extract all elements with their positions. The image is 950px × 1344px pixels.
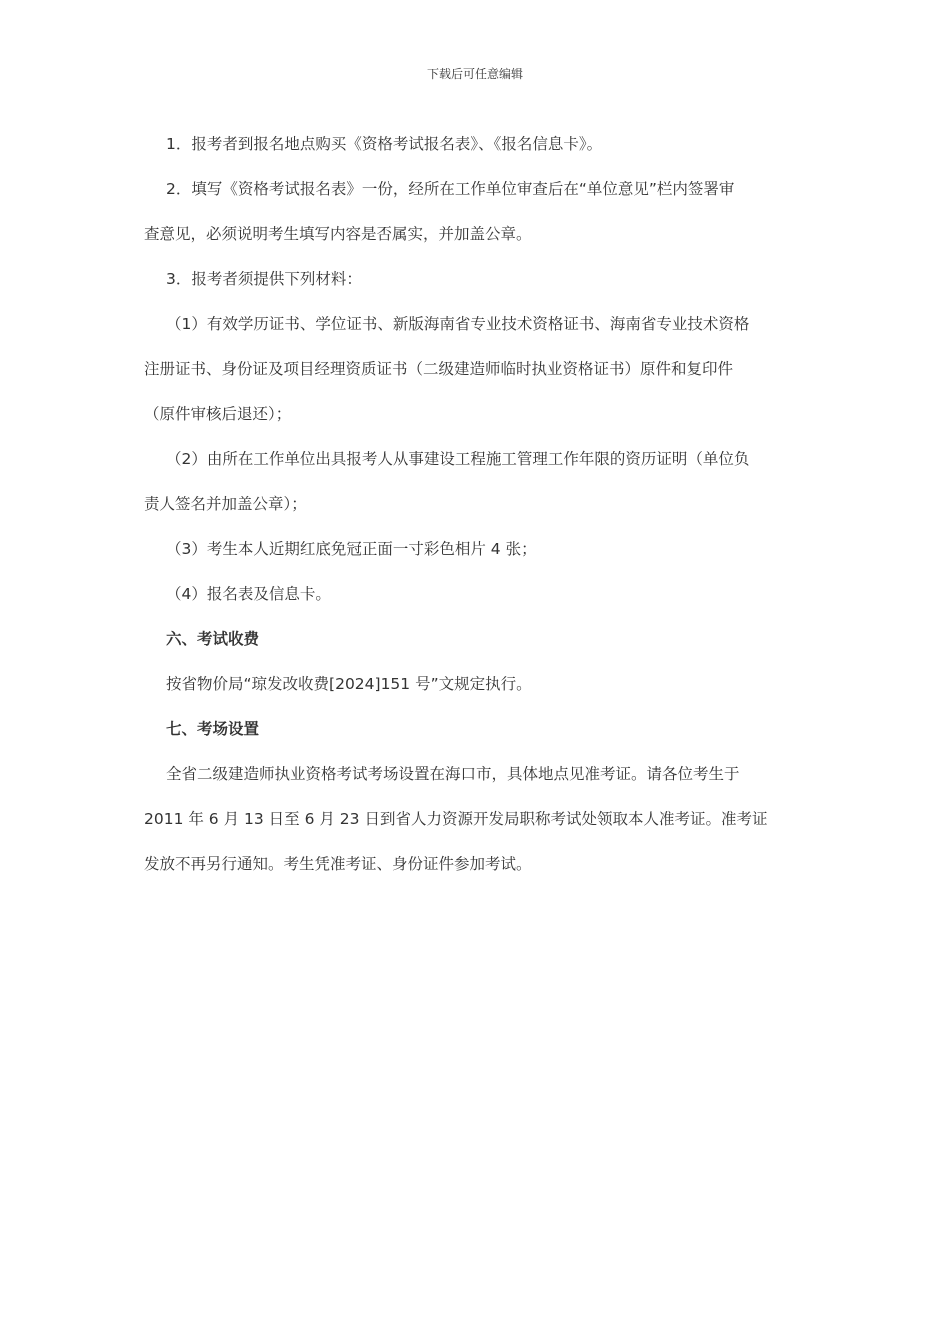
paragraph-line: （1）有效学历证书、学位证书、新版海南省专业技术资格证书、海南省专业技术资格 (166, 315, 750, 333)
header-note: 下载后可任意编辑 (426, 67, 523, 81)
section-heading-fee: 六、考试收费 (166, 630, 260, 648)
paragraph-line: 全省二级建造师执业资格考试考场设置在海口市，具体地点见准考证。请各位考生于 (166, 765, 740, 783)
paragraph-line: 按省物价局“琼发改收费[2024]151 号”文规定执行。 (166, 675, 532, 693)
paragraph-line: （3）考生本人近期红底免冠正面一寸彩色相片 4 张； (166, 540, 537, 558)
paragraph-line: 发放不再另行通知。考生凭准考证、身份证件参加考试。 (144, 855, 532, 873)
paragraph-line: 查意见，必须说明考生填写内容是否属实，并加盖公章。 (144, 225, 532, 243)
paragraph-line: 注册证书、身份证及项目经理资质证书（二级建造师临时执业资格证书）原件和复印件 (144, 360, 734, 378)
paragraph-line: （原件审核后退还）； (144, 405, 292, 423)
paragraph-line: 1．报考者到报名地点购买《资格考试报名表》、《报名信息卡》。 (166, 135, 603, 153)
paragraph-line: 2011 年 6 月 13 日至 6 月 23 日到省人力资源开发局职称考试处领取本人准考证。准考证 (144, 810, 768, 828)
paragraph-line: 责人签名并加盖公章）； (144, 495, 307, 513)
paragraph-line: 2．填写《资格考试报名表》一份，经所在工作单位审查后在“单位意见”栏内签署审 (166, 180, 735, 198)
section-heading-venue: 七、考场设置 (166, 720, 260, 738)
document-body (144, 122, 810, 887)
paragraph-line: （2）由所在工作单位出具报考人从事建设工程施工管理工作年限的资历证明（单位负 (166, 450, 750, 468)
paragraph-line: （4）报名表及信息卡。 (166, 585, 331, 603)
paragraph-line: 3．报考者须提供下列材料： (166, 270, 362, 288)
